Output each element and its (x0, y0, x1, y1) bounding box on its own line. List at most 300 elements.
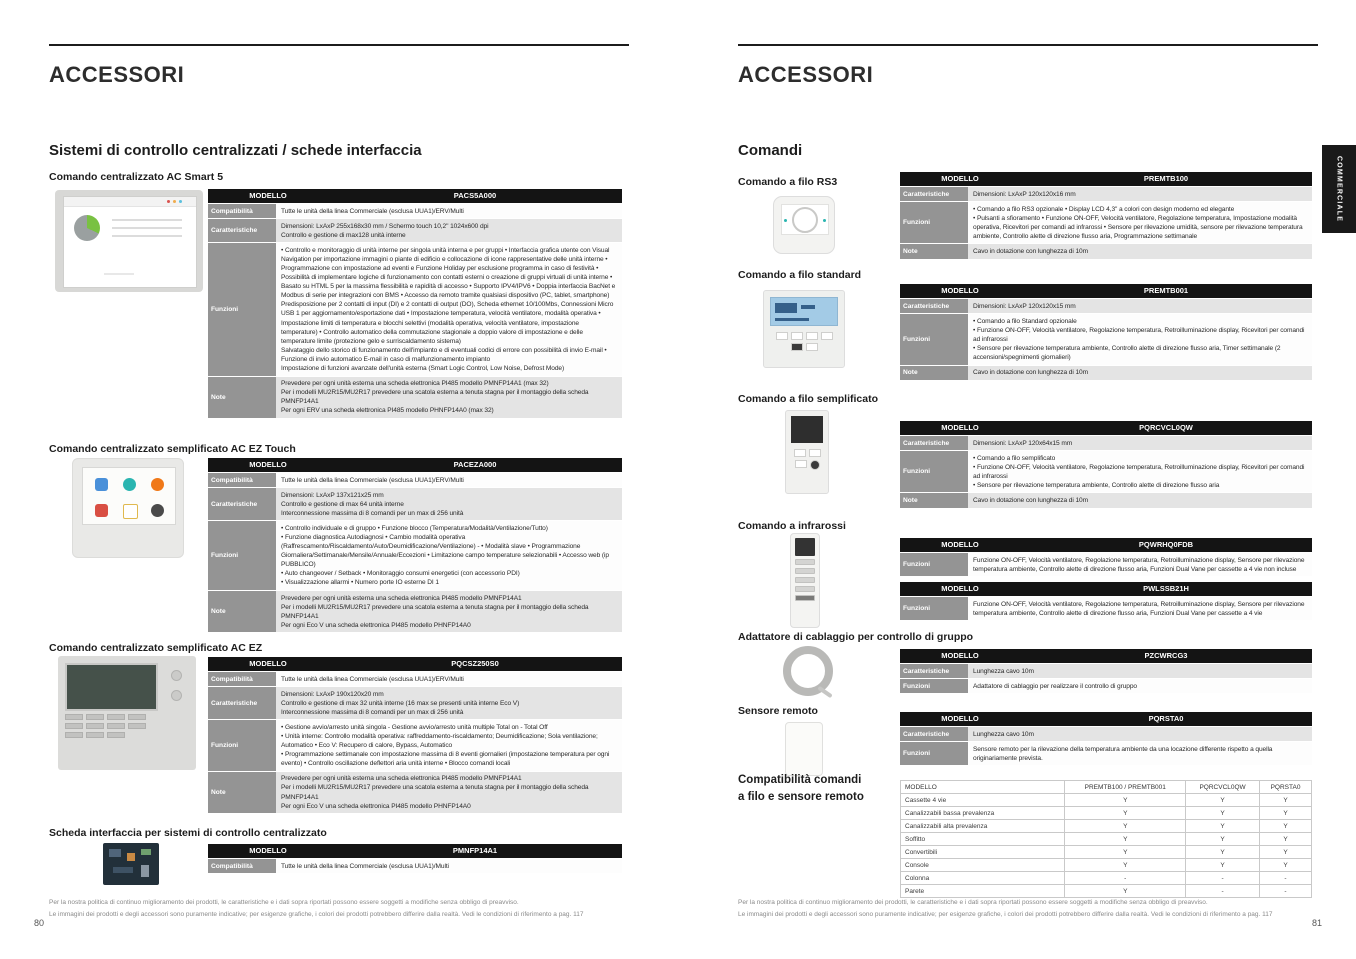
product-heading: Sensore remoto (738, 705, 818, 717)
compatibility-cell: Y (1186, 807, 1260, 820)
product-image-simplified-remote (785, 410, 829, 494)
compatibility-cell: Canalizzabili bassa prevalenza (901, 807, 1065, 820)
spec-row-label: Note (208, 772, 276, 813)
spec-paragraph: • Programmazione settimanale con impostazione massima di 8 eventi giornalieri (impostazione temperatura per ogni evento) • Controllo oscillazione deflettori aria unità interne • Blocco comandi locali (281, 751, 610, 768)
spec-paragraph: Tutte le unità della linea Commerciale (esclusa UUA1)/ERV/Multi (281, 476, 464, 484)
spec-row-label: Funzioni (208, 521, 276, 590)
button-mock (821, 332, 833, 340)
button-mock (791, 332, 803, 340)
spec-row-value (968, 727, 1312, 741)
spec-paragraph: Cavo in dotazione con lunghezza di 10m (973, 247, 1088, 255)
spec-row (208, 590, 622, 632)
spec-paragraph: • Pulsanti a sfioramento • Funzione ON-OFF, Velocità ventilatore, Regolazione temperatura, Impostazione modalità operativa, Ricevitori per comandi ad infrarossi • Sensore per rilevazione umidità, sensore per rilevazione temperatura ambiente, Controllo alette di direzione flusso aria, Programmazione settimanale (973, 214, 1303, 240)
product-heading: Comando a filo semplificato (738, 393, 879, 405)
screen-topbar (64, 197, 196, 207)
spec-row-label: Funzioni (900, 553, 968, 576)
model-label: MODELLO (941, 174, 979, 183)
spec-row-label: Caratteristiche (208, 219, 276, 242)
spec-table-header (208, 657, 622, 671)
spec-table-header (900, 538, 1312, 552)
button-mock (128, 723, 146, 729)
spec-row (208, 242, 622, 375)
model-label: MODELLO (941, 651, 979, 660)
spec-row-value (276, 720, 622, 770)
spec-paragraph: Dimensioni: LxAxP 137x121x25 mm (281, 491, 384, 499)
spec-row-value (968, 436, 1312, 450)
spec-row (900, 186, 1312, 201)
model-code: PREMTB100 (1143, 174, 1189, 183)
compatibility-header-cell: PQRCVCL0QW (1186, 781, 1260, 794)
spec-table (900, 172, 1312, 259)
spec-paragraph: Funzione ON-OFF, Velocità ventilatore, Regolazione temperatura, Retroilluminazione display, Sensore per rilevazione temperatura ambiente, Controllo alette di direzione flusso aria, Funzioni Dual Vane per cassette a 4 vie (973, 600, 1305, 617)
spec-row (900, 663, 1312, 678)
button-mock (86, 732, 104, 738)
spec-paragraph: • Funzione diagnostica Autodiagnosi • Cambio modalità operativa (Raffrescamento/Riscaldamento/Auto/Deumidificazione/Ventilazione) - • Modalità slave • Programmazione Giornaliera/Settimanale/Mensile/Annuale/Eccezioni • Limitazione campo temperature selezionabili • Accesso web (ip PUBBLICO) (281, 533, 609, 569)
model-label: MODELLO (941, 286, 979, 295)
spec-row-label: Funzioni (900, 679, 968, 693)
compatibility-cell: Colonna (901, 872, 1065, 885)
spec-paragraph: Cavo in dotazione con lunghezza di 10m (973, 369, 1088, 377)
app-icon (95, 504, 108, 517)
spec-row-value (968, 664, 1312, 678)
spec-row (208, 218, 622, 242)
spec-row-value (968, 244, 1312, 258)
status-dot (784, 219, 787, 222)
spec-paragraph: Cavo in dotazione con lunghezza di 10m (973, 496, 1088, 504)
top-rule (49, 44, 629, 46)
product-image-rs3-remote (773, 196, 835, 254)
product-image-ac-smart-5 (55, 190, 203, 292)
model-code: PREMTB001 (1143, 286, 1189, 295)
spec-row-label: Compatibilità (208, 473, 276, 487)
spec-paragraph: Per i modelli MU2R15/MU2R17 prevedere una scatola esterna a tenuta stagna per il montaggio della scheda PMNFP14A1 (281, 603, 589, 620)
spec-paragraph: Per ogni ERV una scheda elettronica PI485 modello PHNFP14A0 (max 32) (281, 407, 494, 415)
model-label: MODELLO (941, 540, 979, 549)
spec-row-label: Caratteristiche (900, 727, 968, 741)
spec-row (208, 203, 622, 218)
spec-paragraph: Predisposizione per 2 contatti di input (DI) e 2 contatti di output (DO), Scheda ethernet 10/100Mbs, Connessioni Micro USB 1 per aggiornamento/esportazione dati • Impostazione temperatura, velocità ventilatore, modalità operativa • Impostazione limiti di temperatura e blocchi selettivi (modalità operativa, velocità ventilatore, impostazione temperature) • Controllo automatico della commutazione stagionale a doppio valore di impostazione e delle temperature limite (protezione gelo e surriscaldamento sistema) (281, 301, 614, 345)
spec-row-label: Caratteristiche (900, 299, 968, 313)
status-dot (179, 200, 182, 203)
spec-tables (208, 458, 622, 638)
dial-mock (171, 690, 182, 701)
button-mock (795, 586, 815, 592)
compatibility-cell: Y (1260, 833, 1312, 846)
spec-row-value (968, 493, 1312, 507)
compatibility-table-container (900, 780, 1312, 898)
button-mock (795, 559, 815, 565)
spec-row (900, 313, 1312, 364)
compatibility-row (901, 807, 1312, 820)
spec-tables (208, 657, 622, 819)
compatibility-cell: Y (1065, 846, 1186, 859)
spec-tables (900, 538, 1312, 626)
product-image-interface-board (103, 843, 159, 885)
product-heading: Comando centralizzato AC Smart 5 (49, 171, 224, 183)
spec-paragraph: Per ogni Eco V una scheda elettronica PI485 modello PHNFP14A0 (281, 802, 471, 810)
spec-paragraph: Dimensioni: LxAxP 190x120x20 mm (281, 690, 384, 698)
compatibility-cell: Y (1065, 820, 1186, 833)
compatibility-heading-line: a filo e sensore remoto (738, 790, 864, 803)
compatibility-cell: Y (1065, 833, 1186, 846)
button-mock (806, 343, 818, 351)
product-image-infrared-remote (790, 533, 820, 628)
compatibility-row (901, 872, 1312, 885)
compatibility-cell: Y (1260, 794, 1312, 807)
product-image-wiring-adapter (783, 646, 833, 696)
touchscreen-mock (63, 196, 197, 288)
lcd-screen-mock (770, 297, 838, 326)
spec-paragraph: Controllo e gestione di max 32 unità interne (16 max se presenti unità interne Eco V) (281, 699, 520, 707)
spec-paragraph: Per i modelli MU2R15/MU2R17 prevedere una scatola esterna a tenuta stagna per il montaggio della scheda PMNFP14A1 (281, 784, 589, 801)
product-image-remote-sensor (785, 722, 823, 776)
spec-paragraph: • Sensore per rilevazione temperatura ambiente, Controllo alette di direzione flusso aria, Timer settimanale (2 accensioni/spegnimenti giornalieri) (973, 344, 1281, 361)
compatibility-cell: Y (1065, 859, 1186, 872)
compatibility-cell: Parete (901, 885, 1065, 898)
product-image-ac-ez-touch (72, 458, 184, 558)
product-heading: Comando centralizzato semplificato AC EZ (49, 642, 263, 654)
spec-paragraph: Prevedere per ogni unità esterna una scheda elettronica PI485 modello PMNFP14A1 (281, 594, 522, 602)
spec-row-label: Funzioni (208, 720, 276, 770)
button-mock (795, 577, 815, 583)
spec-paragraph: Sensore remoto per la rilevazione della temperatura ambiente da una locazione differente rispetto a quella originariamente prevista. (973, 745, 1273, 762)
spec-row (208, 376, 622, 418)
button-mock (86, 723, 104, 729)
spec-table-header (900, 172, 1312, 186)
spec-row (900, 741, 1312, 765)
screen-line (112, 219, 182, 221)
spec-row-label: Note (900, 366, 968, 380)
spec-paragraph: Impostazione di funzioni avanzate dell'unità esterna (Smart Logic Control, Low Noise, Defrost Mode) (281, 365, 565, 372)
spec-row-value (968, 451, 1312, 492)
spec-row (900, 678, 1312, 693)
spec-table-header (900, 712, 1312, 726)
button-mock (65, 732, 83, 738)
spec-row (208, 686, 622, 719)
spec-table-header (208, 189, 622, 203)
spec-row-label: Funzioni (900, 451, 968, 492)
model-code: PWLSSB21H (1143, 584, 1189, 594)
screen-line (104, 273, 134, 275)
button-mock (795, 460, 807, 468)
spec-row (208, 858, 622, 873)
chip-mock (113, 867, 133, 873)
button-mock (107, 714, 125, 720)
compatibility-cell: Y (1186, 846, 1260, 859)
chip-mock (109, 849, 121, 857)
compatibility-row (901, 794, 1312, 807)
spec-table-header (900, 421, 1312, 435)
compatibility-cell: - (1186, 885, 1260, 898)
spec-row-value (276, 488, 622, 520)
app-icon (151, 504, 164, 517)
button-mock (776, 332, 788, 340)
page-number: 80 (34, 918, 45, 928)
spec-tables (900, 284, 1312, 386)
spec-row-label: Compatibilità (208, 672, 276, 686)
spec-table (208, 657, 622, 813)
chip-mock (127, 853, 135, 861)
spec-paragraph: Lunghezza cavo 10m (973, 730, 1034, 738)
compatibility-cell: Y (1065, 885, 1186, 898)
spec-table (208, 458, 622, 632)
spec-row-value (276, 219, 622, 242)
spec-paragraph: • Auto changeover / Setback • Monitoraggio consumi energetici (con accessorio PDI) (281, 570, 520, 578)
compatibility-cell: Y (1260, 807, 1312, 820)
product-heading: Comando a filo standard (738, 269, 862, 281)
spec-tables (900, 421, 1312, 514)
spec-row-value (276, 687, 622, 719)
screen-line (112, 235, 182, 237)
status-dot (173, 200, 176, 203)
spec-row (900, 365, 1312, 380)
compatibility-cell: Y (1186, 859, 1260, 872)
compatibility-cell: Soffitto (901, 833, 1065, 846)
spec-paragraph: Dimensioni: LxAxP 120x120x15 mm (973, 302, 1076, 310)
compatibility-row (901, 846, 1312, 859)
compatibility-cell: Console (901, 859, 1065, 872)
lcd-digits-mock (801, 305, 815, 309)
spec-paragraph: Lunghezza cavo 10m (973, 667, 1034, 675)
spec-table (900, 538, 1312, 576)
spec-paragraph: • Funzione ON-OFF, Velocità ventilatore, Regolazione temperatura, Retroilluminazione display, Ricevitori per comandi ad infrarossi (973, 463, 1305, 480)
spec-paragraph: Prevedere per ogni unità esterna una scheda elettronica PI485 modello PMNFP14A1 (281, 775, 522, 783)
spec-row-label: Caratteristiche (900, 187, 968, 201)
spec-paragraph: • Controllo individuale e di gruppo • Funzione blocco (Temperatura/Modalità/Ventilazione/Tutto) (281, 524, 548, 532)
spec-paragraph: • Funzione ON-OFF, Velocità ventilatore, Regolazione temperatura, Retroilluminazione display, Ricevitori per comandi ad infrarossi (973, 326, 1305, 343)
model-label: MODELLO (941, 714, 979, 723)
compatibility-header-cell: PQRSTA0 (1260, 781, 1312, 794)
lcd-screen-mock (795, 538, 815, 556)
spec-row-value (276, 591, 622, 632)
spec-paragraph: • Gestione avvio/arresto unità singola - Gestione avvio/arresto unità multiple Total on - Total Off (281, 723, 548, 731)
spec-table-header (900, 582, 1312, 596)
spec-row-value (276, 243, 622, 375)
compatibility-header-cell: MODELLO (901, 781, 1065, 794)
side-tab-commerciale: COMMERCIALE (1322, 145, 1356, 233)
spec-row-label: Funzioni (900, 597, 968, 620)
product-heading: Comando a filo RS3 (738, 176, 838, 188)
spec-row (900, 726, 1312, 741)
spec-paragraph: Per i modelli MU2R15/MU2R17 prevedere una scatola esterna a tenuta stagna per il montaggio della scheda PMNFP14A1 (281, 389, 589, 406)
spec-row (208, 671, 622, 686)
catalog-page-right (678, 0, 1356, 959)
spec-paragraph: • Sensore per rilevazione temperatura ambiente, Controllo alette di direzione flusso aria (973, 481, 1220, 489)
spec-row-value (276, 521, 622, 590)
spec-row-label: Note (208, 377, 276, 418)
button-mock (65, 723, 83, 729)
spec-tables (900, 649, 1312, 699)
spec-table (208, 189, 622, 418)
spec-row (208, 771, 622, 813)
spec-paragraph: Adattatore di cablaggio per realizzare il controllo di gruppo (973, 682, 1137, 690)
power-button-mock (810, 460, 820, 470)
spec-tables (208, 844, 622, 879)
compatibility-row (901, 820, 1312, 833)
spec-paragraph: Prevedere per ogni unità esterna una scheda elettronica PI485 modello PMNFP14A1 (max 32) (281, 380, 549, 388)
spec-row-value (968, 597, 1312, 620)
app-icon (123, 478, 136, 491)
app-icon (123, 504, 138, 519)
button-mock (794, 449, 806, 457)
compatibility-cell: Y (1260, 820, 1312, 833)
spec-row-label: Compatibilità (208, 859, 276, 873)
spec-table-header (208, 844, 622, 858)
compatibility-row (901, 885, 1312, 898)
spec-row (208, 472, 622, 487)
spec-paragraph: • Visualizzazione allarmi • Numero porte IO esterne DI 1 (281, 579, 439, 587)
spec-row (900, 435, 1312, 450)
spec-row (900, 596, 1312, 620)
page-footer (49, 897, 629, 920)
spec-row-value (276, 672, 622, 686)
spec-row (900, 201, 1312, 243)
spec-row-label: Note (208, 591, 276, 632)
compatibility-cell: Cassette 4 vie (901, 794, 1065, 807)
product-image-standard-remote (763, 290, 845, 368)
model-label: MODELLO (249, 460, 287, 469)
cable-coil-mock (783, 646, 833, 696)
status-dot (167, 200, 170, 203)
spec-row-value (968, 553, 1312, 576)
spec-table (208, 844, 622, 873)
product-heading: Comando centralizzato semplificato AC EZ Touch (49, 443, 296, 455)
button-mock (65, 714, 83, 720)
product-heading: Comando a infrarossi (738, 520, 846, 532)
spec-row-label: Funzioni (900, 314, 968, 364)
spec-paragraph: Controllo e gestione di max128 unità interne (281, 231, 406, 239)
spec-table (900, 421, 1312, 508)
lcd-screen-mock (791, 416, 823, 443)
spec-row (900, 552, 1312, 576)
spec-row-label: Funzioni (900, 202, 968, 243)
lcd-screen-mock (65, 663, 158, 711)
model-code: PQRSTA0 (1148, 714, 1184, 723)
spec-row (208, 487, 622, 520)
touchscreen-mock (82, 467, 176, 525)
button-mock (809, 449, 821, 457)
spec-paragraph: Dimensioni: LxAxP 120x120x16 mm (973, 190, 1076, 198)
spec-row-label: Caratteristiche (900, 664, 968, 678)
spec-table-header (900, 649, 1312, 663)
page-footer (738, 897, 1318, 920)
spec-paragraph: Dimensioni: LxAxP 120x64x15 mm (973, 439, 1073, 447)
spec-table-header (900, 284, 1312, 298)
spec-paragraph: • Unità interne: Controllo modalità operativa: raffreddamento-riscaldamento; Deumidificazione; Sola ventilazione; Automatico • Eco V: Recupero di calore, Bypass, Automatico (281, 732, 598, 750)
compatibility-heading-line: Compatibilità comandi (738, 774, 862, 786)
button-mock (795, 595, 815, 601)
spec-paragraph: Per ogni Eco V una scheda elettronica PI485 modello PHNFP14A0 (281, 621, 471, 629)
product-image-ac-ez (58, 656, 196, 770)
lcd-digits-mock (775, 303, 797, 313)
model-code: PACS5A000 (453, 191, 497, 200)
spec-tables (208, 189, 622, 424)
model-code: PQWRHQ0FDB (1138, 540, 1194, 549)
compatibility-cell: Y (1186, 820, 1260, 833)
temperature-dial-mock (792, 207, 818, 233)
spec-row-value (276, 473, 622, 487)
model-code: PZCWRCG3 (1144, 651, 1188, 660)
model-label: MODELLO (249, 191, 287, 200)
model-label: MODELLO (941, 584, 979, 594)
compatibility-cell: Y (1186, 833, 1260, 846)
app-icon (95, 478, 108, 491)
spec-row (900, 298, 1312, 313)
compatibility-header-row (901, 781, 1312, 794)
footer-line: Per la nostra politica di continuo miglioramento dei prodotti, le caratteristiche e i dati sopra riportati possono essere soggetti a modifiche senza obbligo di preavviso. (738, 899, 1208, 906)
compatibility-cell: - (1065, 872, 1186, 885)
model-label: MODELLO (249, 846, 287, 855)
model-code: PACEZA000 (453, 460, 497, 469)
footer-line: Per la nostra politica di continuo miglioramento dei prodotti, le caratteristiche e i dati sopra riportati possono essere soggetti a modifiche senza obbligo di preavviso. (49, 899, 519, 906)
screen-line (112, 227, 182, 229)
button-mock (107, 732, 125, 738)
spec-row (900, 450, 1312, 492)
compatibility-table (900, 780, 1312, 898)
spec-tables (900, 172, 1312, 265)
spec-table (900, 582, 1312, 620)
footer-line: Le immagini dei prodotti e degli accessori sono puramente indicative; per esigenze grafiche, i colori dei prodotti potrebbero differire dalla realtà. Vedi le condizioni di riferimento a pag. 117 (49, 910, 584, 918)
spec-paragraph: Interconnessione massima di 8 comandi per un max di 256 unità (281, 509, 464, 517)
spec-tables (900, 712, 1312, 771)
spec-table-header (208, 458, 622, 472)
compatibility-row (901, 833, 1312, 846)
spec-paragraph: • Comando a filo semplificato (973, 454, 1056, 462)
spec-paragraph: Controllo e gestione di max 64 unità interne (281, 500, 404, 508)
model-label: MODELLO (249, 659, 287, 668)
spec-row-label: Compatibilità (208, 204, 276, 218)
button-mock (806, 332, 818, 340)
spec-row-value (968, 742, 1312, 765)
page-title: ACCESSORI (49, 62, 185, 87)
top-rule (738, 44, 1318, 46)
page-number: 81 (1312, 918, 1323, 928)
spec-paragraph: Tutte le unità della linea Commerciale (esclusa UUA1)/ERV/Multi (281, 675, 464, 683)
dial-mock (171, 670, 182, 681)
chip-mock (141, 849, 151, 855)
spec-row-label: Note (900, 493, 968, 507)
spec-row-label: Caratteristiche (208, 687, 276, 719)
spec-row-label: Note (900, 244, 968, 258)
spec-row-label: Caratteristiche (208, 488, 276, 520)
spec-row-value (968, 299, 1312, 313)
compatibility-cell: - (1260, 872, 1312, 885)
product-heading: Scheda interfaccia per sistemi di controllo centralizzato (49, 827, 327, 839)
lcd-screen-mock (781, 204, 829, 235)
spec-paragraph: Tutte le unità della linea Commerciale (esclusa UUA1)/ERV/Multi (281, 207, 464, 215)
spec-paragraph: • Controllo e monitoraggio di unità interne per singola unità interna e per gruppi • Interfaccia grafica utente con Visual Navigation per importazione immagini o piante di edificio e collocazione di icone rappresentative delle unità interne • Programmazione con impostazione ad eventi e Funzione Holiday per esclusione programma in caso di festività • Possibilità di implementare logiche di funzionamento con contatti esterni o creazione di gruppi virtuali di unità interne • Basato su HTML 5 per la massima flessibilità e rapidità di accesso • Supporto IPV4/IPV6 • Doppia interfaccia BacNet e Modbus di serie per integrazioni con BMS • Accesso da remoto tramite qualsiasi dispositivo (PC, tablet, smartphone) (281, 246, 616, 300)
spec-row-value (276, 377, 622, 418)
pie-chart-mock (74, 215, 100, 241)
compatibility-cell: Convertibili (901, 846, 1065, 859)
spec-row-value (968, 202, 1312, 243)
spec-row-value (276, 204, 622, 218)
model-label: MODELLO (941, 423, 979, 432)
model-code: PMNFP14A1 (452, 846, 498, 855)
status-dot (823, 219, 826, 222)
button-mock (86, 714, 104, 720)
footer-line: Le immagini dei prodotti e degli accessori sono puramente indicative; per esigenze grafiche, i colori dei prodotti potrebbero differire dalla realtà. Vedi le condizioni di riferimento a pag. 117 (738, 910, 1273, 918)
model-code: PQRCVCL0QW (1139, 423, 1193, 432)
spec-row-value (968, 366, 1312, 380)
compatibility-cell: Y (1260, 859, 1312, 872)
compatibility-header-cell: PREMTB100 / PREMTB001 (1065, 781, 1186, 794)
button-mock (107, 723, 125, 729)
spec-table (900, 712, 1312, 765)
spec-paragraph: • Comando a filo Standard opzionale (973, 317, 1077, 325)
compatibility-cell: - (1260, 885, 1312, 898)
compatibility-cell: Y (1186, 794, 1260, 807)
